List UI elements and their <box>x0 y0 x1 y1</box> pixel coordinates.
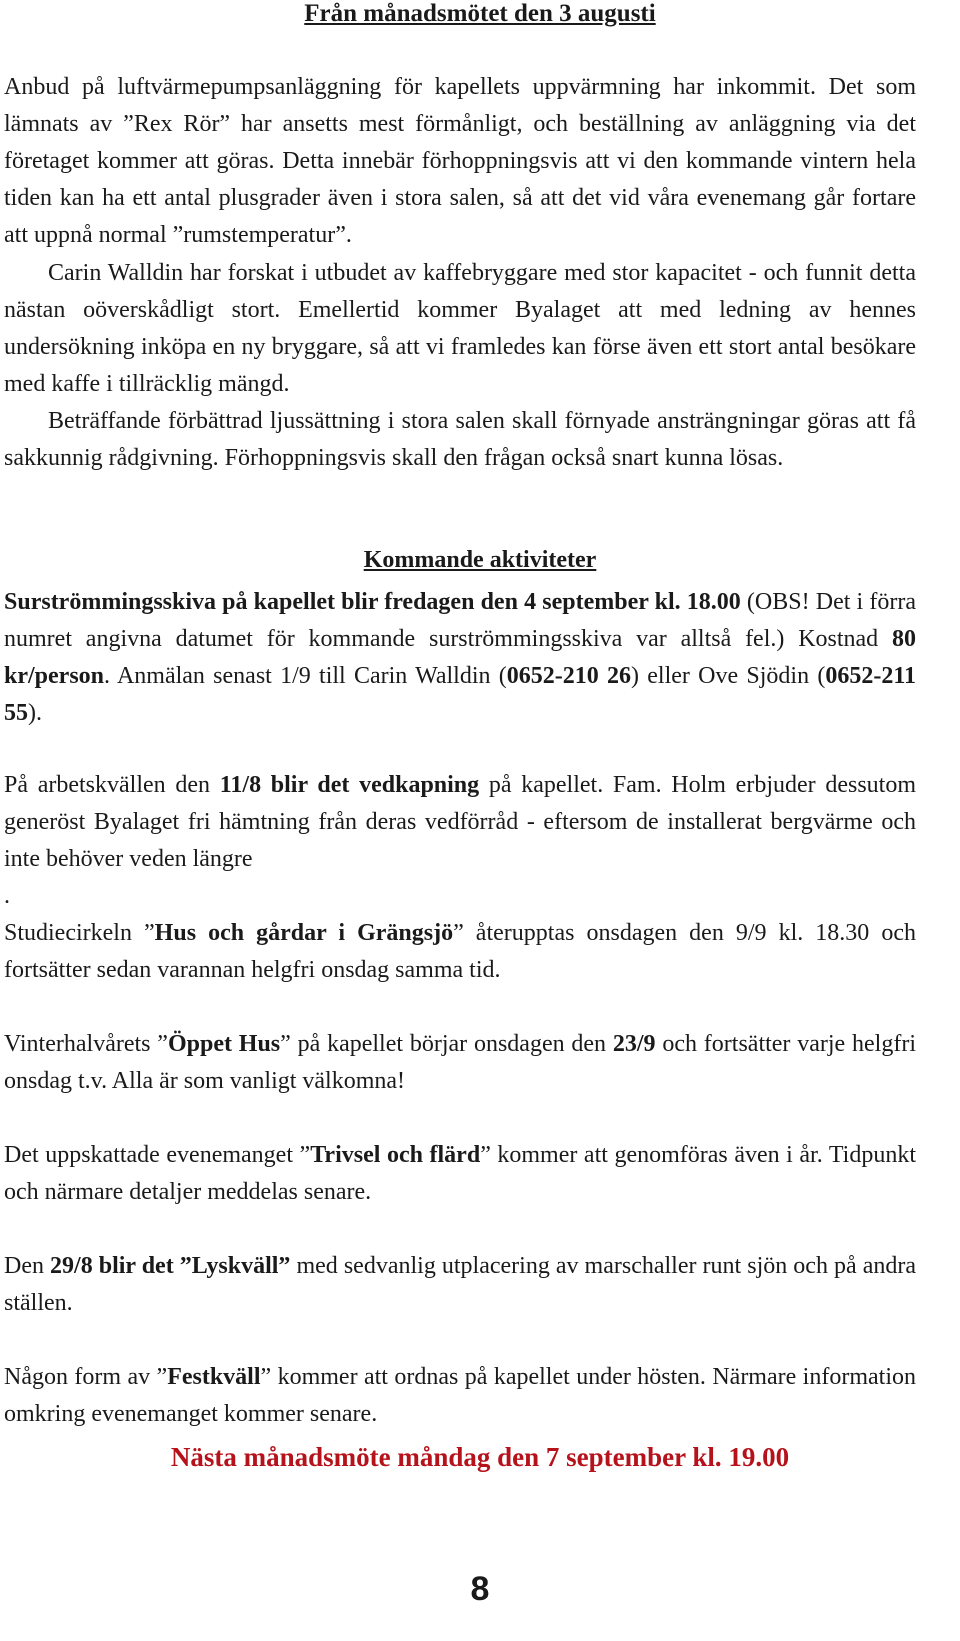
surstromming-text: Surströmmingsskiva på kapellet blir fredagen den 4 september kl. 18.00 (OBS! Det i förra numret angivna datumet för kommande surströmmingsskiva var alltså fel.) Kostnad 80 kr/person. Anmälan senast 1/9 till Carin Walldin (0652-210 26) eller Ove Sjödin (0652-211 55). <box>4 589 917 726</box>
studiecirkel-block <box>0 915 960 989</box>
phone-ove: 0652-211 55 <box>4 663 917 726</box>
festkvall-text: Någon form av ”Festkväll” kommer att ordnas på kapellet under hösten. Närmare information omkring evenemanget kommer senare. <box>4 1364 916 1427</box>
trivsel-text: Det uppskattade evenemanget ”Trivsel och flärd” kommer att genomföras även i år. Tidpunkt och närmare detaljer meddelas senare. <box>4 1142 916 1205</box>
oppet-hus-text: Vinterhalvårets ”Öppet Hus” på kapellet börjar onsdagen den 23/9 och fortsätter varje helgfri onsdag t.v. Alla är som vanligt välkomna! <box>4 1031 916 1094</box>
surstromming-date: Surströmmingsskiva på kapellet blir fredagen den 4 september kl. 18.00 <box>4 589 741 615</box>
trivsel-block <box>0 1137 960 1211</box>
vedkapning-text: På arbetskvällen den 11/8 blir det vedkapning på kapellet. Fam. Holm erbjuder dessutom generöst Byalaget fri hämtning från deras vedförråd - eftersom de installerat bergvärme och inte behöver veden längre <box>4 772 917 872</box>
minutes-paragraph-2 <box>0 255 960 403</box>
oppet-hus-block <box>0 1026 960 1100</box>
vedkapning-block <box>0 767 960 878</box>
stray-dot-block <box>0 878 960 915</box>
activities-heading: Kommande aktiviteter <box>363 547 597 573</box>
surstromming-block <box>0 584 960 732</box>
minutes-paragraph-1 <box>0 69 960 254</box>
page-number: 8 <box>470 1570 490 1608</box>
surstromming-price: 80 kr/person <box>4 626 916 689</box>
stray-dot: . <box>4 883 10 909</box>
page-title-block <box>0 0 960 28</box>
studiecirkel-text: Studiecirkeln ”Hus och gårdar i Grängsjö” återupptas onsdagen den 9/9 kl. 18.30 och fortsätter sedan varannan helgfri onsdag samma tid. <box>4 920 916 983</box>
festkvall-block <box>0 1359 960 1433</box>
lyskvall-text: Den 29/8 blir det ”Lyskväll” med sedvanlig utplacering av marschaller runt sjön och på andra ställen. <box>4 1253 916 1316</box>
phone-carin: 0652-210 26 <box>506 663 632 689</box>
next-meeting-notice: Nästa månadsmöte måndag den 7 september kl. 19.00 <box>170 1442 790 1472</box>
minutes-paragraph-3 <box>0 403 960 477</box>
next-meeting-block <box>0 1442 960 1473</box>
page-title: Från månadsmötet den 3 augusti <box>304 0 656 27</box>
lyskvall-block <box>0 1248 960 1322</box>
minutes-text-coffee: Carin Walldin har forskat i utbudet av kaffebryggare med stor kapacitet - och funnit detta nästan oöverskådligt stort. Emellertid kommer Byalaget att med ledning av hennes undersökning inköpa en ny bryggare, så att vi framledes kan förse även ett stort antal besökare med kaffe i tillräcklig mängd. <box>4 260 916 397</box>
minutes-text-heat-pump: Anbud på luftvärmepumpsanläggning för kapellets uppvärmning har inkommit. Det som lämnats av ”Rex Rör” har ansetts mest förmånligt, och beställning av anläggning via det företaget kommer att göras. Detta innebär förhoppningsvis att vi den kommande vintern hela tiden kan ha ett antal plusgrader även i stora salen, så att det vid våra evenemang går fortare att uppnå normal ”rumstemperatur”. <box>4 74 916 248</box>
minutes-text-lighting: Beträffande förbättrad ljussättning i stora salen skall förnyade ansträngningar göras att få sakkunnig rådgivning. Förhoppningsvis skall den frågan också snart kunna lösas. <box>4 408 916 471</box>
activities-heading-block <box>0 547 960 574</box>
